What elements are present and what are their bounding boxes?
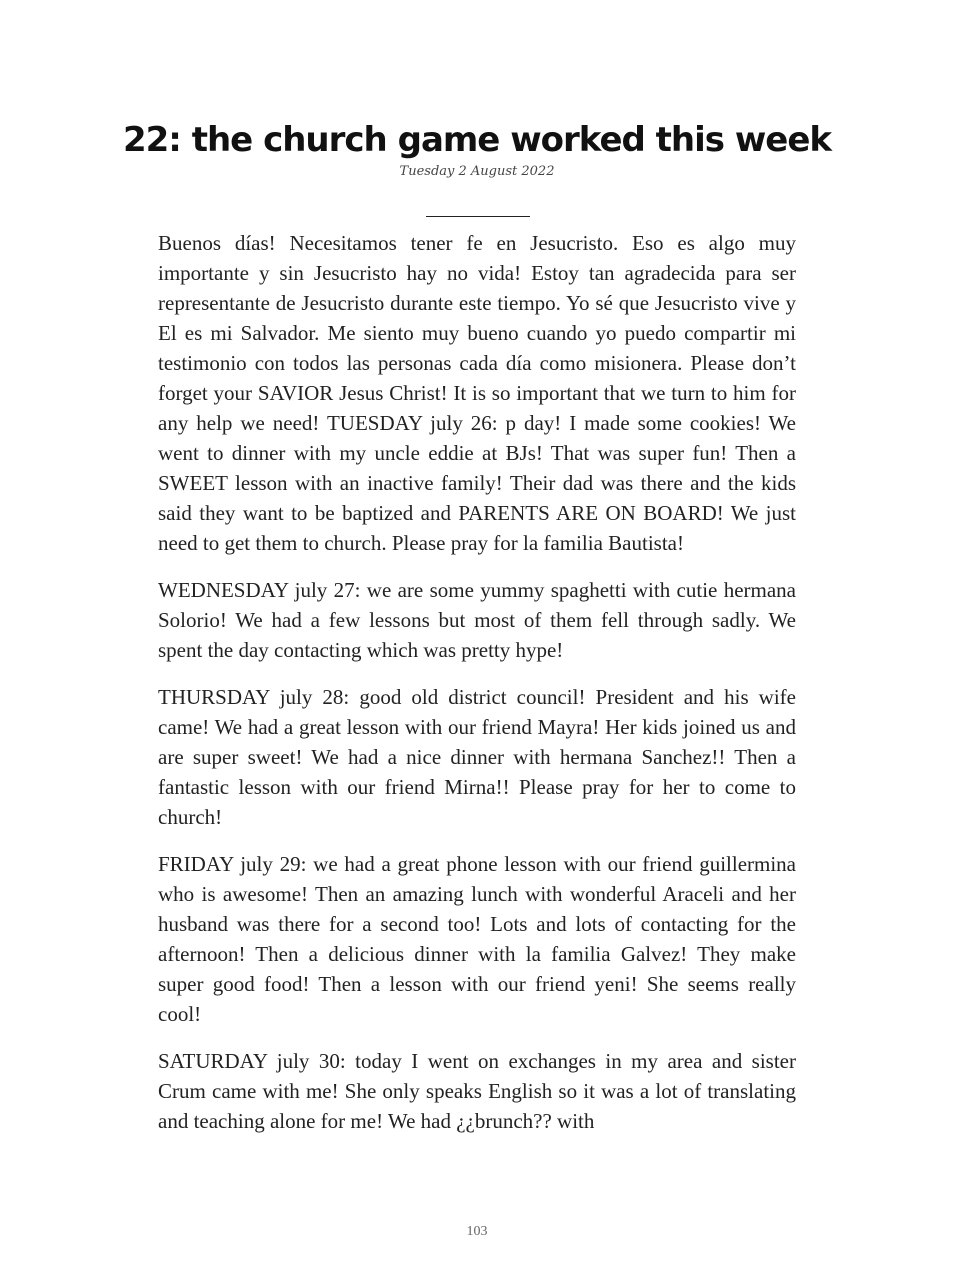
post-date: Tuesday 2 August 2022 [399, 164, 555, 179]
page-number: 103 [466, 1224, 488, 1239]
paragraph: THURSDAY july 28: good old district council! President and his wife came! We had a great lesson with our friend Mayra! Her kids joined us and are super sweet! We had a nice dinner with hermana Sanchez!! Then a fantastic lesson with our friend Mirna!! Please pray for her to come to church! [158, 685, 796, 829]
paragraph: FRIDAY july 29: we had a great phone lesson with our friend guillermina who is awesome! Then an amazing lunch with wonderful Araceli and her husband was there for a second too! Lots and lots of contacting for the afternoon! Then a delicious dinner with la familia Galvez! They make super good food! Then a lesson with our friend yeni! She seems really cool! [158, 852, 796, 1026]
body-text [158, 228, 796, 1153]
paragraph: SATURDAY july 30: today I went on exchanges in my area and sister Crum came with me! She only speaks English so it was a lot of translating and teaching alone for me! We had ¿¿brunch?? with [158, 1049, 796, 1133]
title-divider [426, 216, 530, 217]
paragraph: WEDNESDAY july 27: we are some yummy spaghetti with cutie hermana Solorio! We had a few lessons but most of them fell through sadly. We spent the day contacting which was pretty hype! [158, 578, 796, 662]
page-title: 22: the church game worked this week [122, 120, 832, 160]
paragraph: Buenos días! Necesitamos tener fe en Jesucristo. Eso es algo muy importante y sin Jesucristo hay no vida! Estoy tan agradecida para ser representante de Jesucristo durante este tiempo. Yo sé que Jesucristo vive y El es mi Salvador. Me siento muy bueno cuando yo puedo compartir mi testimonio con todos las personas cada día como misionera. Please don’t forget your SAVIOR Jesus Christ! It is so important that we turn to him for any help we need! TUESDAY july 26: p day! I made some cookies! We went to dinner with my uncle eddie at BJs! That was super fun! Then a SWEET lesson with an inactive family! Their dad was there and the kids said they want to be baptized and PARENTS ARE ON BOARD! We just need to get them to church. Please pray for la familia Bautista! [158, 231, 796, 555]
